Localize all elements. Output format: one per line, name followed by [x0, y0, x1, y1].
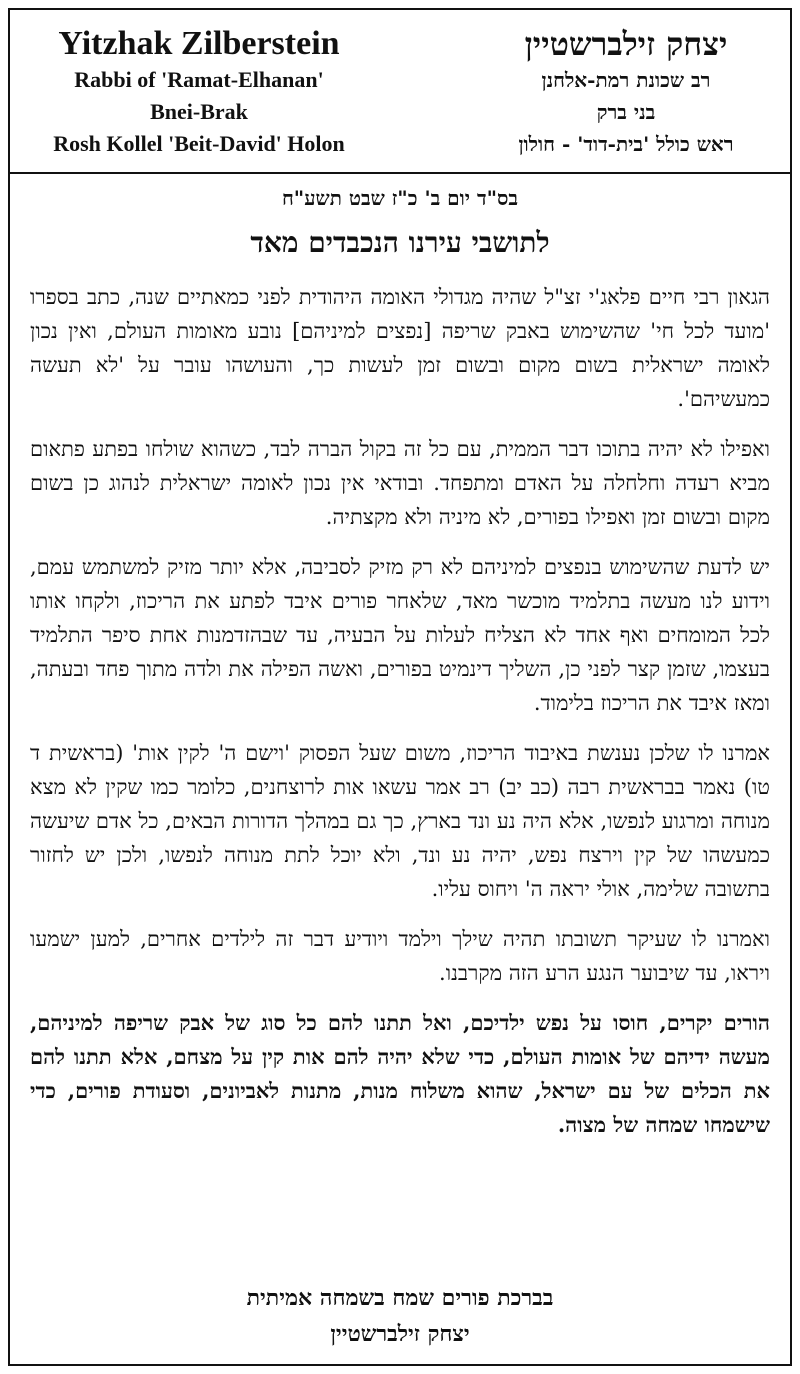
letter-title: לתושבי עירנו הנכבדים מאד	[250, 226, 550, 259]
letterhead	[10, 10, 790, 174]
blessing-line: בברכת פורים שמח בשמחה אמיתית	[246, 1285, 554, 1311]
signature: יצחק זילברשטיין	[330, 1321, 470, 1347]
rabbi-name-hebrew: יצחק זילברשטיין	[524, 25, 728, 63]
title-line-1-hebrew: רב שכונת רמת-אלחנן	[541, 68, 711, 92]
title-line-2-hebrew: בני ברק	[596, 100, 656, 124]
paragraph-2: ואפילו לא יהיה בתוכו דבר הממית, עם כל זה בקול הברה לבד, כשהוא שולחו בפתע פתאום מביא רעדה וחלחלה על האדם ומתפחד. ובודאי אין נכון לאומה ישראלית לנהוג כן בשום מקום ובשום זמן ואפילו בפורים, לא מיניה ולא מקצתיה.	[30, 437, 770, 529]
letter-date: בס"ד יום ב' כ"ז שבט תשע"ח	[281, 186, 519, 210]
paragraph-5: ואמרנו לו שעיקר תשובתו תהיה שילך וילמד ויודיע דבר זה לילדים אחרים, למען ישמעו ויראו, עד שיבוער הנגע הרע הזה מקרבנו.	[30, 927, 770, 985]
signoff	[10, 1280, 790, 1352]
paragraph-1: הגאון רבי חיים פלאג'י זצ"ל שהיה מגדולי האומה היהודית לפני כמאתיים שנה, כתב בספרו 'מועד לכל חי' שהשימוש באבק שריפה [נפצים למיניהם] נובע מאומות העולם, ואין נכון לאומה ישראלית בשום מקום ובשום זמן לעשות כך, והעושהו עובר על 'לא תעשה כמעשיהם'.	[30, 285, 770, 411]
paragraph-3: יש לדעת שהשימוש בנפצים למיניהם לא רק מזיק לסביבה, אלא יותר מזיק למשתמש עמם, וידוע לנו מעשה בתלמיד מוכשר מאד, שלאחר פורים איבד לפתע את הריכוז, ולקחו אותו לכל המומחים ואף אחד לא הצליח לעלות על הבעיה, עד שבהזדמנות אחת סיפר התלמיד בעצמו, שזמן קצר לפני כן, השליך דינמיט בפורים, ואשה הפילה את ולדה מתוך פחד ובעתה, ומאז איבד את הריכוז בלימוד.	[30, 555, 770, 715]
title-line-2-english: Bnei-Brak	[150, 99, 248, 124]
title-line-3-english: Rosh Kollel 'Beit-David' Holon	[53, 131, 345, 156]
paragraph-4: אמרנו לו שלכן נענשת באיבוד הריכוז, משום שעל הפסוק 'וישם ה' לקין אות' (בראשית ד טו) נאמר בבראשית רבה (כב יב) רב אמר עשאו אות לרוצחנים, כלומר כמו שקין לא מצא מנוחה ומרגוע לנפשו, אלא היה נע ונד בארץ, כך גם במהלך הדורות הבאים, כל אדם שיעשה כמעשהו של קין וירצח נפש, יהיה נע ונד, ולא יוכל לתת מנוחה לנפשו, ולכן יש לחזור בתשובה שלימה, אולי יראה ה' ויחוס עליו.	[30, 741, 770, 901]
title-line-1-english: Rabbi of 'Ramat-Elhanan'	[74, 67, 324, 92]
letter-frame	[8, 8, 792, 1366]
letterhead-english	[24, 24, 374, 160]
letter-body	[30, 280, 770, 1142]
letterhead-hebrew	[476, 24, 776, 160]
closing-paragraph: הורים יקרים, חוסו על נפש ילדיכם, ואל תתנו להם כל סוג של אבק שריפה למיניהם, מעשה ידיהם של אומות העולם, כדי שלא יהיה להם אות קין על מצחם, אלא תתנו להם את הכלים של עם ישראל, שהוא משלוח מנות, מתנות לאביונים, וסעודת פורים, כדי שישמחו שמחה של מצוה.	[30, 1010, 770, 1137]
rabbi-name-english: Yitzhak Zilberstein	[58, 25, 340, 62]
title-line-3-hebrew: ראש כולל 'בית-דוד' - חולון	[518, 132, 734, 156]
